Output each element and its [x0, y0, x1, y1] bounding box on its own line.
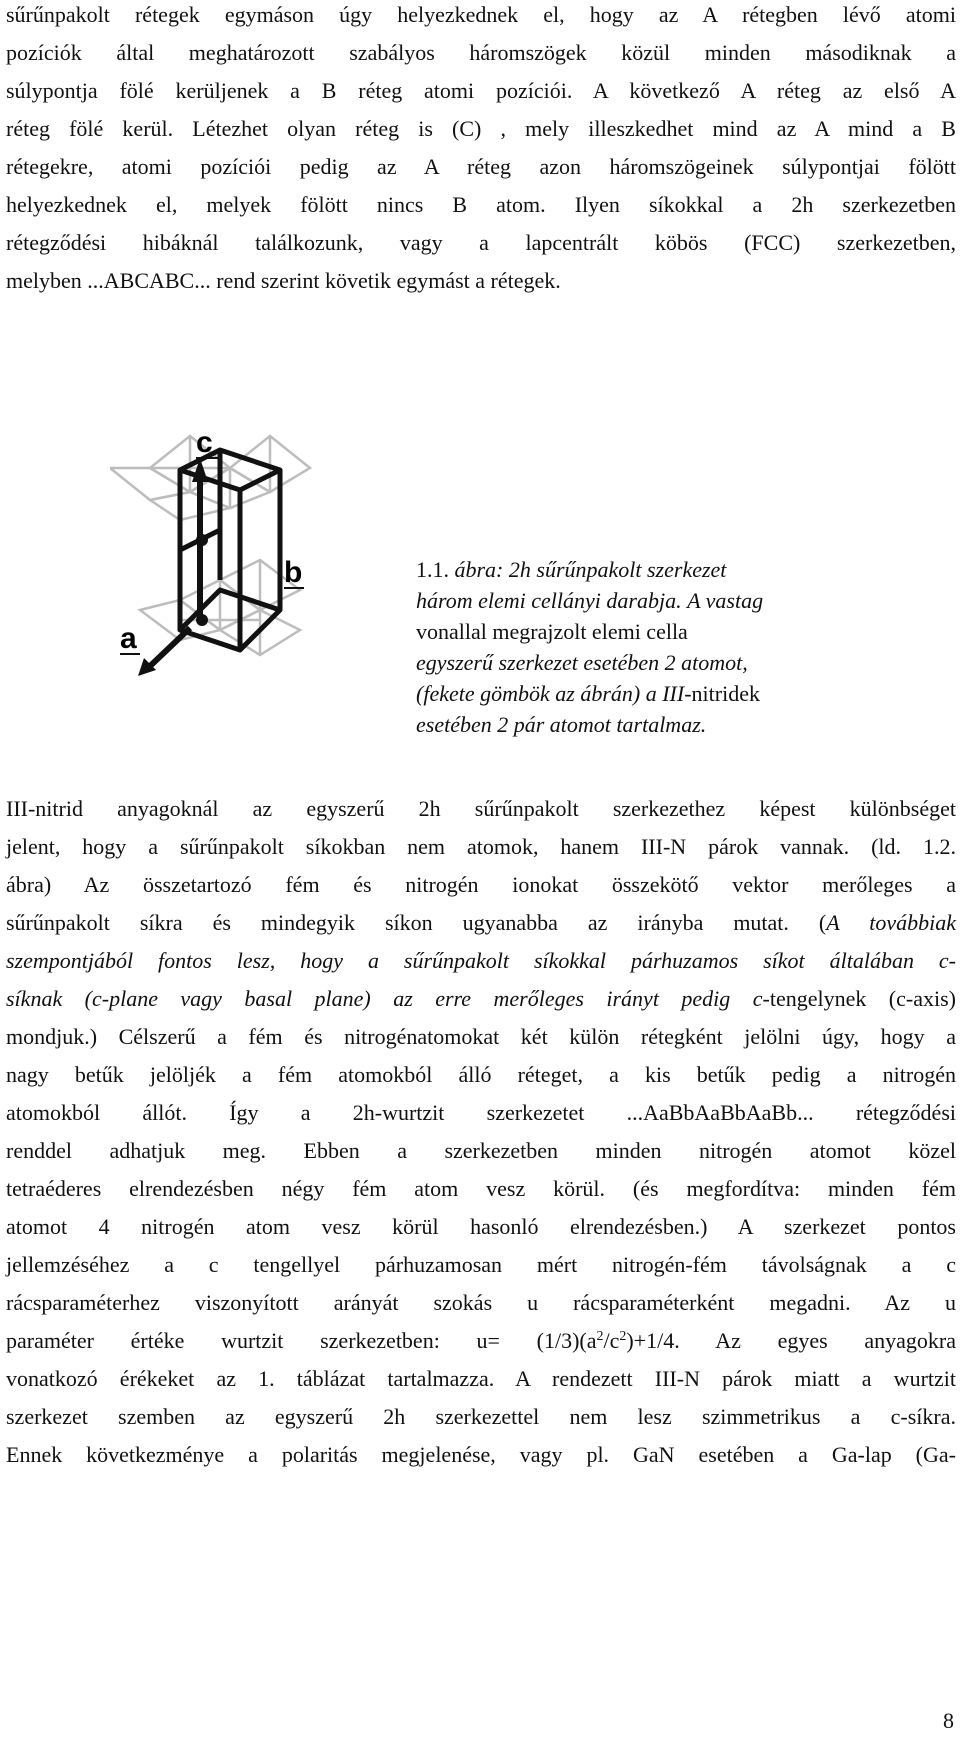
figure-caption [416, 554, 836, 740]
superscript: 2 [596, 1329, 604, 1344]
b-axis-label: b [284, 556, 303, 589]
text-line: mondjuk.) Célszerű a fém és nitrogénatomokat két külön rétegként jelölni úgy, hogy a [6, 1024, 956, 1049]
text-line [6, 904, 956, 942]
caption-number: 1.1. [416, 557, 449, 582]
text-line: rétegekre, atomi pozíciói pedig az A réteg azon háromszögeinek súlypontjai fölött [6, 154, 956, 179]
text-line: Ennek következménye a polaritás megjelenése, vagy pl. GaN esetében a Ga-lap (Ga- [6, 1442, 956, 1467]
hcp-unit-cell-figure [110, 430, 350, 730]
text-line: szerkezet szemben az egyszerű 2h szerkezettel nem lesz szimmetrikus a c-síkra. [6, 1404, 956, 1429]
text-segment: /c [603, 1328, 620, 1353]
a-axis-label: a [120, 622, 137, 655]
text-line: jellemzéséhez a c tengellyel párhuzamosan mért nitrogén-fém távolságnak a c [6, 1252, 956, 1277]
text-line: rácsparaméterhez viszonyított arányát szokás u rácsparaméterként megadni. Az u [6, 1290, 956, 1315]
c-axis-label: c [196, 430, 213, 459]
text-line: rétegződési hibáknál találkozunk, vagy a lapcentrált köbös (FCC) szerkezetben, [6, 230, 956, 255]
text-line: tetraéderes elrendezésben négy fém atom vesz körül. (és megfordítva: minden fém [6, 1176, 956, 1201]
page-number: 8 [943, 1708, 954, 1733]
caption-text: (fekete gömbök az ábrán) a [416, 681, 657, 706]
text-line: súlypontja fölé kerüljenek a B réteg atomi pozíciói. A következő A réteg az első A [6, 78, 956, 103]
paragraph-nitrides [6, 790, 956, 1474]
text-line: szempontjából fontos lesz, hogy a sűrűnpakolt síkokkal párhuzamos síkot általában c- [6, 948, 956, 973]
caption-text: vonallal megrajzolt elemi cella [416, 619, 688, 644]
text-line: jelent, hogy a sűrűnpakolt síkokban nem atomok, hanem III-N párok vannak. (ld. 1.2. [6, 834, 956, 859]
caption-text: esetében 2 pár atomot tartalmaz. [416, 712, 707, 737]
text-line: pozíciók által meghatározott szabályos háromszögek közül minden másodiknak a [6, 40, 956, 65]
text-segment: A továbbiak [826, 910, 957, 935]
text-line: atomokból állót. Így a 2h-wurtzit szerkezetet ...AaBbAaBbAaBb... rétegződési [6, 1100, 956, 1125]
text-segment: sűrűnpakolt síkra és mindegyik síkon ugyanabba az irányba mutat. ( [6, 910, 827, 935]
text-line: sűrűnpakolt rétegek egymáson úgy helyezkednek el, hogy az A rétegben lévő atomi [6, 2, 956, 27]
text-segment: paraméter értéke wurtzit szerkezetben: u= (1/3)(a [6, 1328, 597, 1353]
caption-title: ábra: 2h sűrűnpakolt szerkezet [454, 557, 727, 582]
caption-text: -nitridek [684, 681, 760, 706]
text-line: réteg fölé kerül. Létezhet olyan réteg is (C) , mely illeszkedhet mind az A mind a B [6, 116, 956, 141]
text-segment: )+1/4. Az egyes anyagokra [626, 1328, 956, 1353]
text-line [6, 980, 956, 1018]
text-line: III-nitrid anyagoknál az egyszerű 2h sűrűnpakolt szerkezethez képest különbséget [6, 796, 956, 821]
axis-arrows [148, 478, 200, 668]
text-line: vonatkozó érékeket az 1. táblázat tartalmazza. A rendezett III-N párok miatt a wurtzit [6, 1366, 956, 1391]
text-line: helyezkednek el, melyek fölött nincs B atom. Ilyen síkokkal a 2h szerkezetben [6, 192, 956, 217]
caption-text: egyszerű szerkezet esetében 2 atomot, [416, 650, 748, 675]
text-segment: síknak (c-plane vagy basal plane) az erre merőleges irányt pedig c [6, 986, 763, 1011]
text-line [6, 1322, 956, 1360]
text-line: ábra) Az összetartozó fém és nitrogén ionokat összekötő vektor merőleges a [6, 872, 956, 897]
text-segment: -tengelynek (c-axis) [762, 986, 956, 1011]
paragraph-stacking [6, 0, 956, 300]
superscript: 2 [619, 1329, 627, 1344]
text-line: melyben ...ABCABC... rend szerint követik egymást a rétegek. [6, 268, 561, 293]
text-line: atomot 4 nitrogén atom vesz körül hasonló elrendezésben.) A szerkezet pontos [6, 1214, 956, 1239]
text-line: nagy betűk jelöljék a fém atomokból álló réteget, a kis betűk pedig a nitrogén [6, 1062, 956, 1087]
caption-text: A vastag [687, 588, 764, 613]
caption-text: III [662, 681, 685, 706]
caption-title: három elemi cellányi darabja. [416, 588, 682, 613]
text-line: renddel adhatjuk meg. Ebben a szerkezetben minden nitrogén atomot közel [6, 1138, 956, 1163]
